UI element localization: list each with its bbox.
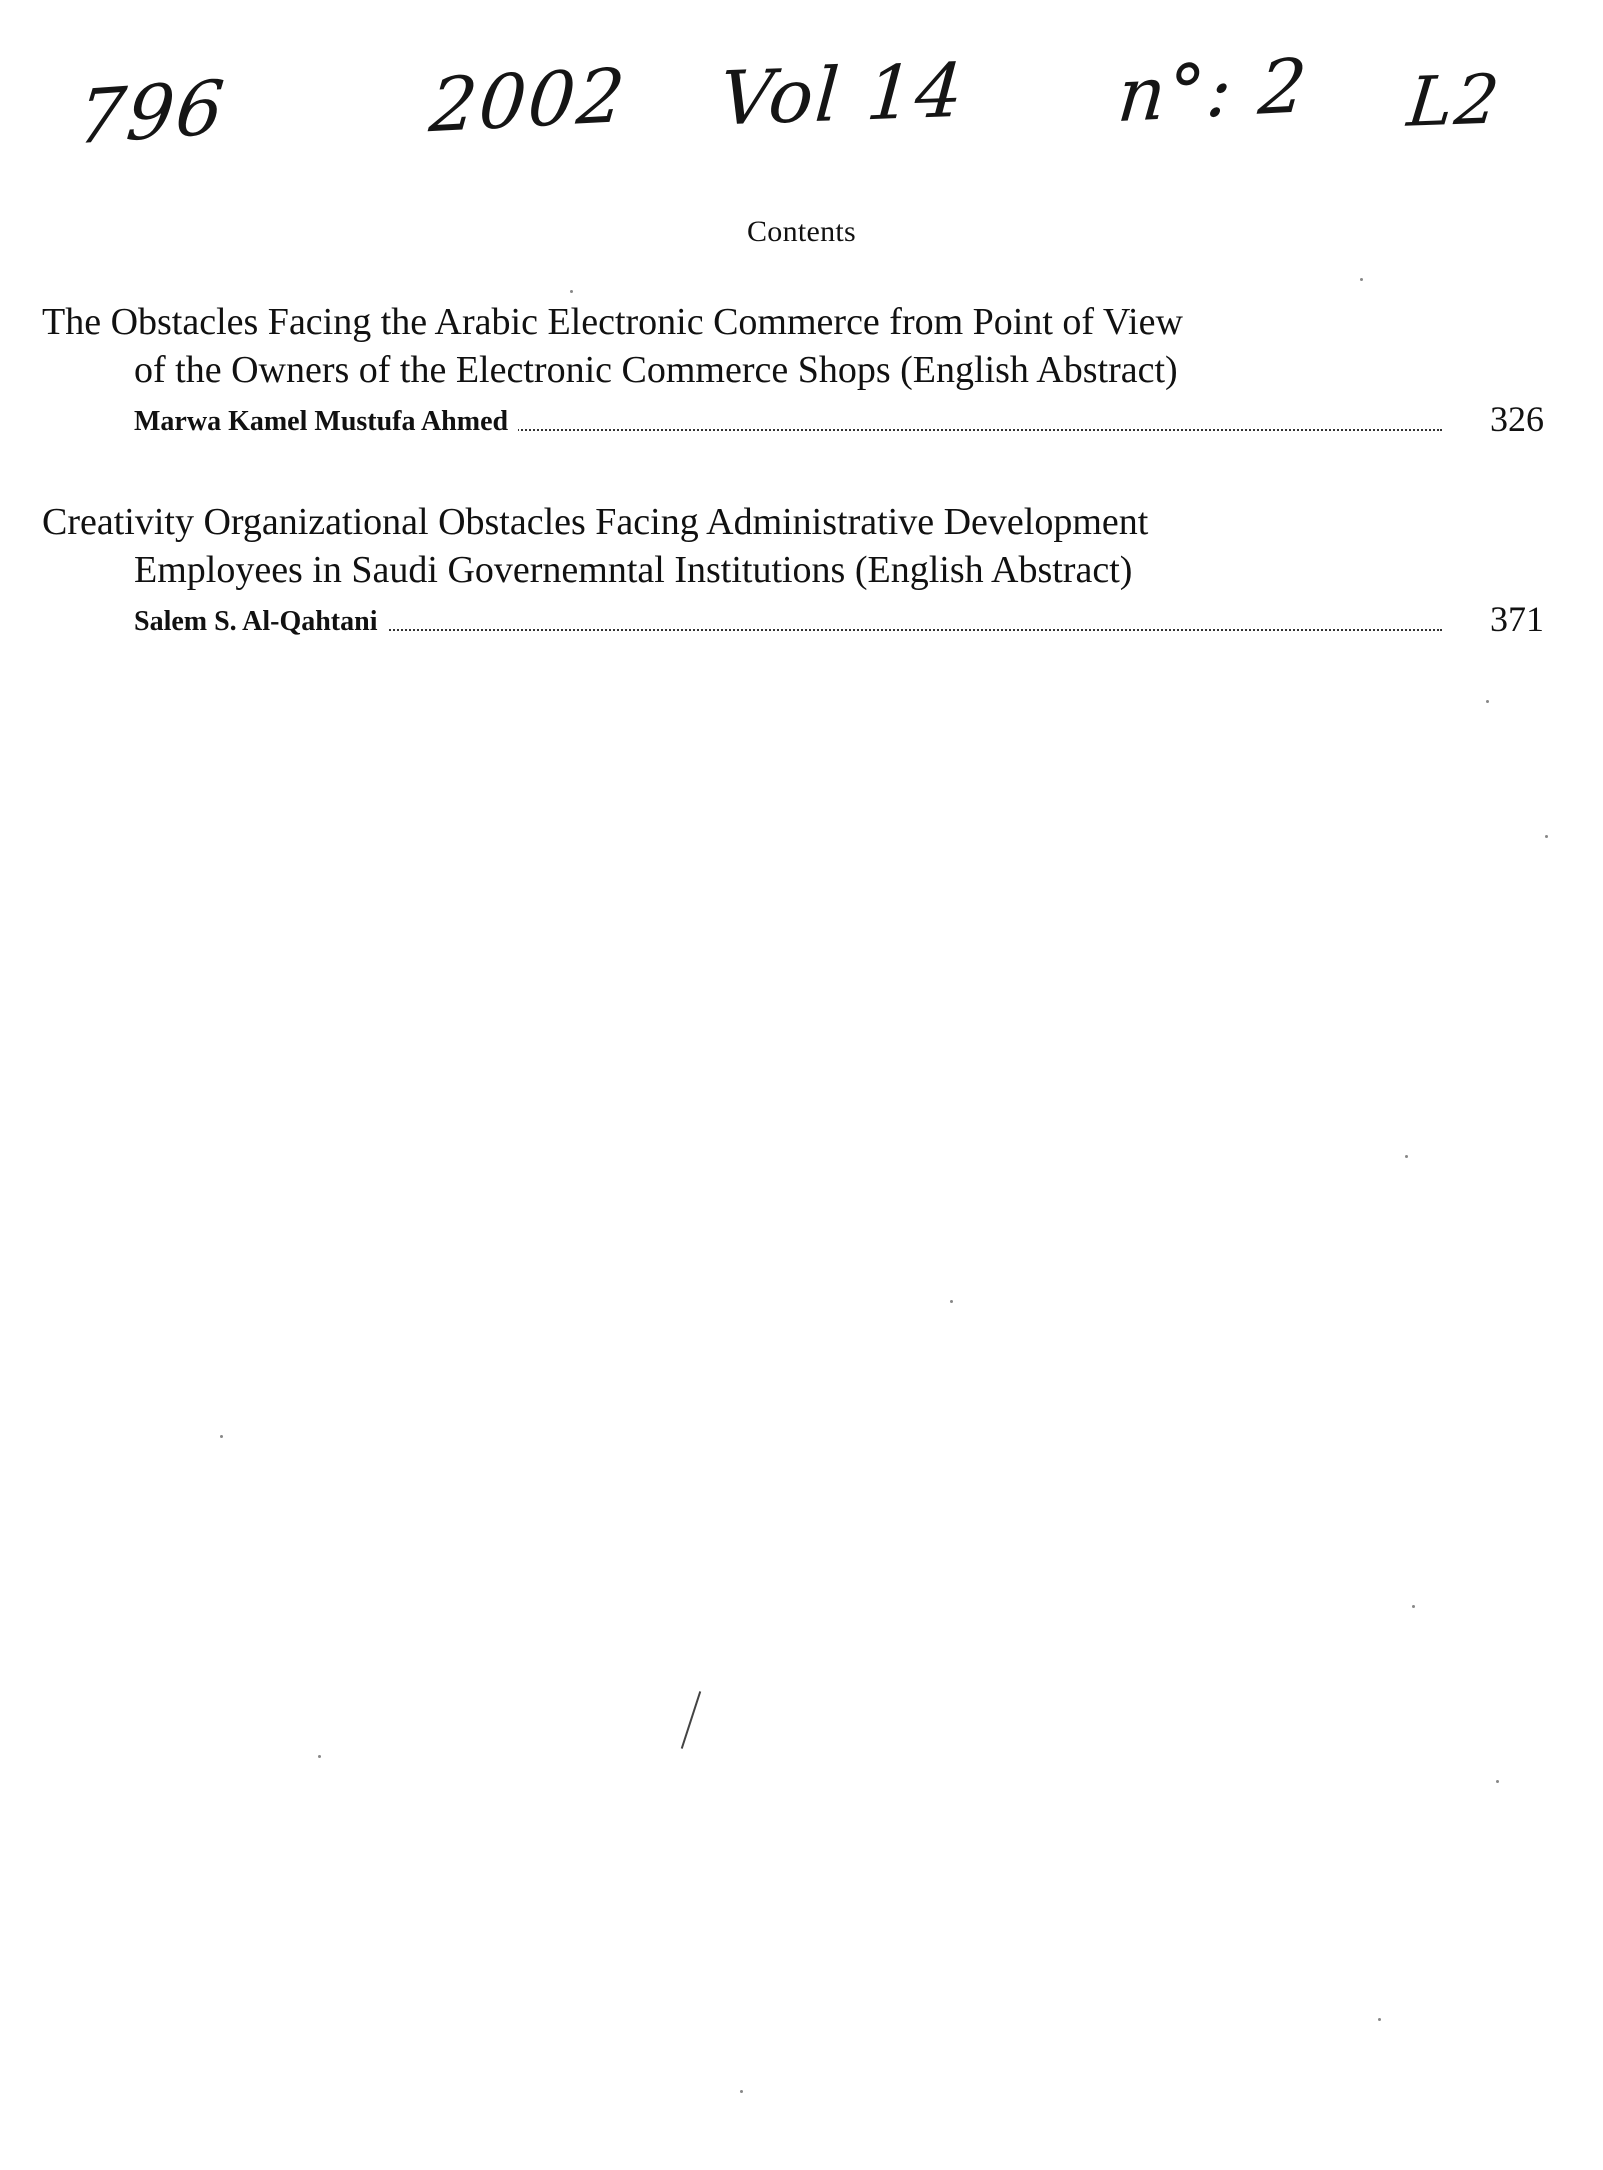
- toc-entry[interactable]: [42, 298, 1562, 442]
- toc-entry-author-row: [42, 602, 1562, 642]
- handwritten-note-issue: n°: 2: [1114, 42, 1312, 140]
- toc-entry-page-number: 326: [1490, 399, 1544, 439]
- stray-pen-mark: [681, 1691, 701, 1749]
- toc-entry[interactable]: [42, 498, 1562, 642]
- toc-entry-title-line: Employees in Saudi Governemntal Institutions (English Abstract): [134, 549, 1133, 591]
- toc-entry-title-line: of the Owners of the Electronic Commerce Shops (English Abstract): [134, 349, 1178, 391]
- toc-entry-title-line: The Obstacles Facing the Arabic Electronic Commerce from Point of View: [42, 301, 1183, 343]
- toc-entry-title-line: Creativity Organizational Obstacles Facing Administrative Development: [42, 501, 1149, 543]
- contents-heading: Contents: [746, 215, 857, 248]
- handwritten-note-year: 2002: [426, 52, 630, 150]
- handwritten-note-number: 796: [73, 64, 230, 162]
- handwritten-note-code: L2: [1403, 60, 1505, 143]
- toc-entry-author: Salem S. Al-Qahtani: [134, 606, 387, 638]
- toc-entry-author-row: [42, 402, 1562, 442]
- toc-entry-page-number: 371: [1490, 599, 1544, 639]
- toc-entry-author: Marwa Kamel Mustufa Ahmed: [134, 406, 518, 438]
- handwritten-note-volume: Vol 14: [717, 47, 968, 143]
